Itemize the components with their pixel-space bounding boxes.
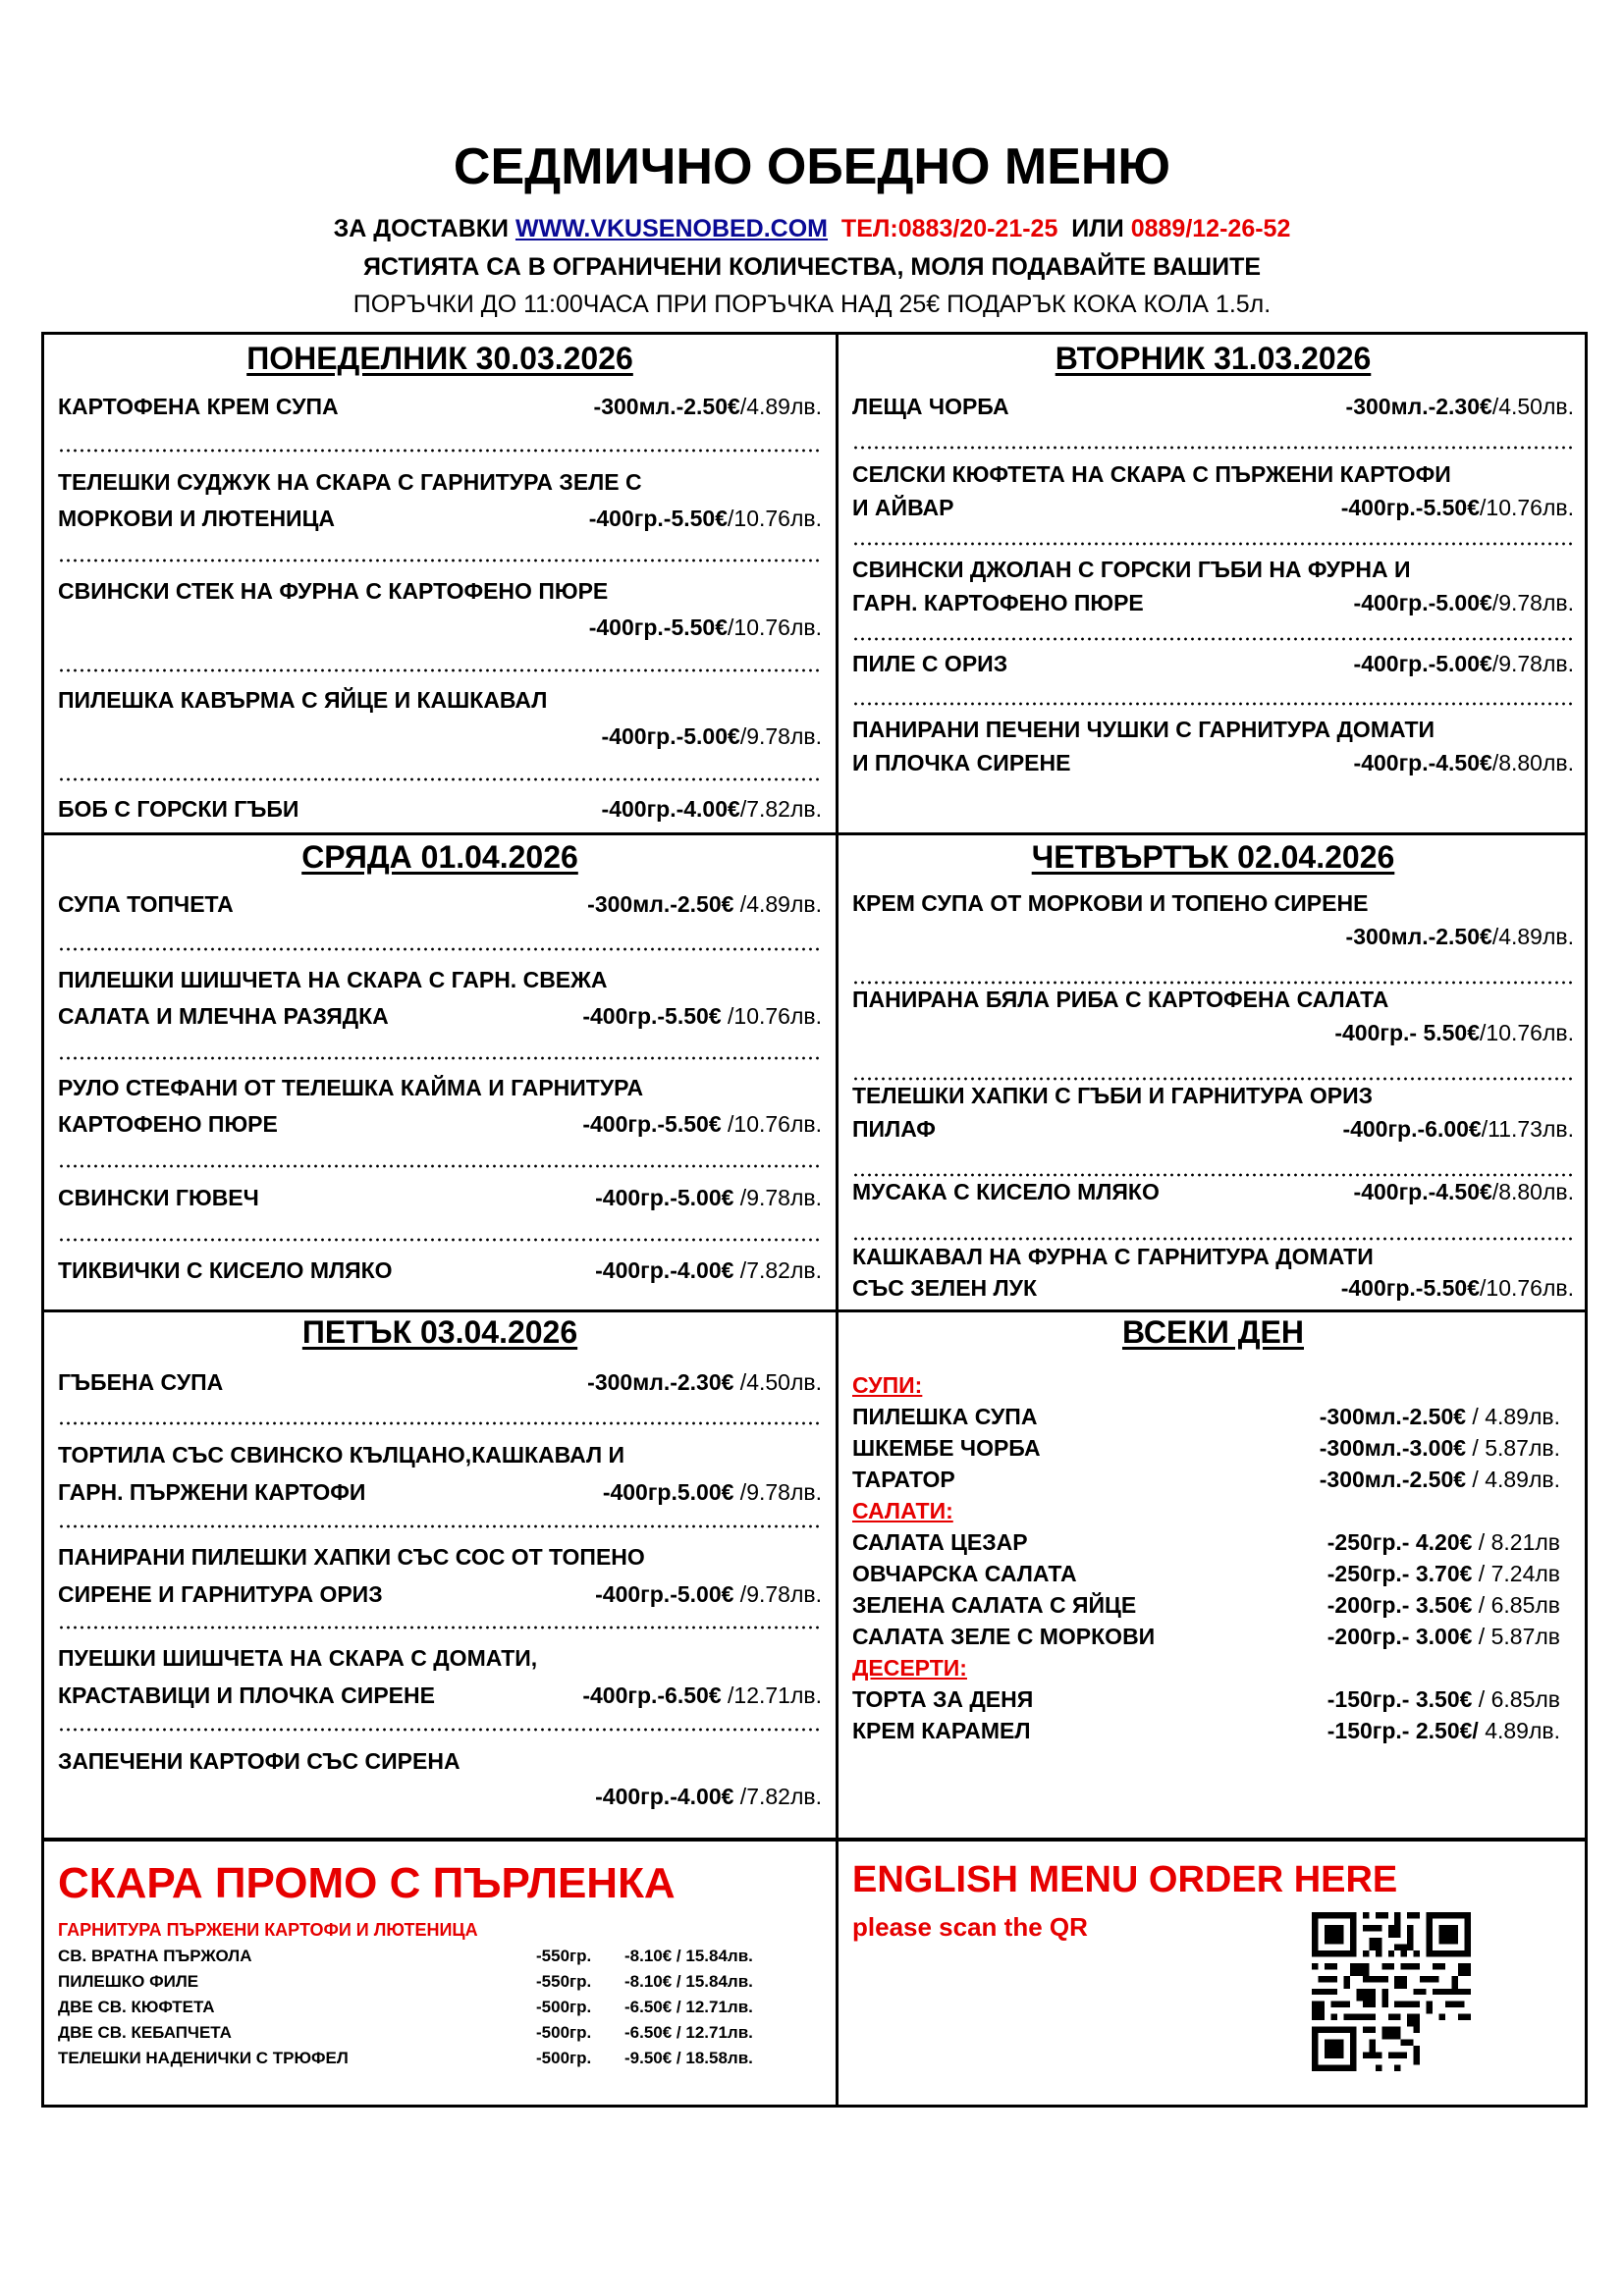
0-text: ЛЕЩА ЧОРБА bbox=[852, 394, 1009, 419]
menu-grid bbox=[41, 332, 1588, 2108]
name-text: ПИЛЕШКО ФИЛЕ bbox=[58, 1972, 199, 1991]
price bbox=[595, 1577, 822, 1611]
name-text: ТОРТА ЗА ДЕНЯ bbox=[852, 1686, 1034, 1712]
menu-item bbox=[852, 1558, 1560, 1589]
promo-title: СКАРА ПРОМО С ПЪРЛЕНКА bbox=[58, 1859, 676, 1907]
menu-item bbox=[852, 457, 1574, 524]
lev-text: /8.80лв. bbox=[1491, 1179, 1574, 1204]
day-title: СРЯДА 01.04.2026 bbox=[301, 839, 578, 875]
lev-text: / 5.87лв bbox=[1472, 1624, 1560, 1649]
lev-text: / 7.24лв bbox=[1472, 1561, 1560, 1586]
price bbox=[582, 1107, 822, 1141]
price-text: -400гр.-4.00€ bbox=[595, 1257, 734, 1283]
price-text: -400гр.-5.50€ bbox=[582, 1003, 722, 1029]
lev-text: /10.76лв. bbox=[1480, 495, 1574, 520]
menu-item bbox=[58, 963, 822, 1033]
menu-item bbox=[58, 1438, 822, 1509]
price bbox=[602, 720, 822, 753]
price-text: -150гр.- 3.50€ bbox=[1326, 1686, 1473, 1712]
dotted-separator bbox=[58, 559, 822, 562]
menu-item bbox=[58, 1641, 822, 1712]
english-subtitle: please scan the QR bbox=[852, 1912, 1088, 1942]
lev-text: / 6.85лв bbox=[1472, 1592, 1560, 1618]
price-text: -6.50€ / 12.71лв. bbox=[624, 2023, 753, 2042]
price-text: -400гр.-5.50€ bbox=[1340, 1275, 1481, 1301]
lev-text: / 6.85лв bbox=[1472, 1686, 1560, 1712]
menu-item bbox=[58, 792, 822, 826]
menu-item bbox=[852, 1683, 1560, 1715]
menu-item bbox=[58, 1540, 822, 1611]
price bbox=[582, 1679, 822, 1712]
name-text: ДВЕ СВ. КЮФТЕТА bbox=[58, 1998, 215, 2016]
0-text: ТОРТИЛА СЪС СВИНСКО КЪЛЦАНО,КАШКАВАЛ И bbox=[58, 1442, 625, 1468]
day-tuesday bbox=[839, 335, 1588, 832]
0-text: ПАНИРАНА БЯЛА РИБА С КАРТОФЕНА САЛАТА bbox=[852, 987, 1389, 1012]
0-text: ТИКВИЧКИ С КИСЕЛО МЛЯКО bbox=[58, 1257, 393, 1283]
price bbox=[1327, 1683, 1560, 1715]
1-text: КРАСТАВИЦИ И ПЛОЧКА СИРЕНЕ bbox=[58, 1682, 435, 1708]
0-text: БОБ С ГОРСКИ ГЪБИ bbox=[58, 796, 299, 822]
price-text: -400гр.-5.50€ bbox=[588, 506, 729, 531]
menu-item bbox=[852, 1079, 1574, 1146]
0-text: МУСАКА С КИСЕЛО МЛЯКО bbox=[852, 1179, 1160, 1204]
dotted-separator bbox=[852, 637, 1574, 641]
name-text: ЗЕЛЕНА САЛАТА С ЯЙЦЕ bbox=[852, 1592, 1137, 1618]
price-text: -300мл.-2.50€ bbox=[1319, 1404, 1467, 1429]
promo-item bbox=[58, 1969, 796, 1995]
day-title: ПОНЕДЕЛНИК 30.03.2026 bbox=[246, 341, 633, 376]
notice-line-1: ЯСТИЯТА СА В ОГРАНИЧЕНИ КОЛИЧЕСТВА, МОЛЯ ПОДАВАЙТЕ ВАШИТЕ bbox=[362, 253, 1262, 281]
lev-text: /10.76лв. bbox=[721, 1111, 822, 1137]
dotted-separator bbox=[58, 1238, 822, 1242]
price bbox=[1354, 746, 1574, 779]
price-text: -400гр.-5.50€ bbox=[588, 614, 729, 640]
name-text: ШКЕМБЕ ЧОРБА bbox=[852, 1435, 1041, 1461]
name-text: САЛАТА ЗЕЛЕ С МОРКОВИ bbox=[852, 1624, 1156, 1649]
dotted-separator bbox=[58, 1524, 822, 1528]
menu-item bbox=[58, 465, 822, 535]
lev-text: /4.89лв. bbox=[739, 394, 822, 419]
0-text: ТЕЛЕШКИ ХАПКИ С ГЪБИ И ГАРНИТУРА ОРИЗ bbox=[852, 1083, 1374, 1108]
1-text: И АЙВАР bbox=[852, 495, 954, 520]
menu-item bbox=[852, 1401, 1560, 1432]
lev-text: / 8.21лв bbox=[1472, 1529, 1560, 1555]
price bbox=[1320, 1401, 1560, 1432]
qr-code-icon[interactable] bbox=[1312, 1912, 1471, 2071]
lev-text: /11.73лв. bbox=[1481, 1116, 1574, 1142]
section-title: ВСЕКИ ДЕН bbox=[1121, 1314, 1304, 1350]
1-text: МОРКОВИ И ЛЮТЕНИЦА bbox=[58, 506, 335, 531]
0-text: СВИНСКИ СТЕК НА ФУРНА С КАРТОФЕНО ПЮРЕ bbox=[58, 578, 609, 604]
menu-item bbox=[58, 1181, 822, 1214]
1-text: САЛАТА И МЛЕЧНА РАЗЯДКА bbox=[58, 1003, 389, 1029]
delivery-label: ЗА ДОСТАВКИ bbox=[333, 215, 510, 242]
menu-item bbox=[852, 1621, 1560, 1652]
price-text: -400гр.-5.00€ bbox=[601, 723, 740, 749]
price-text: -400гр.-4.00€ bbox=[595, 1784, 734, 1809]
price bbox=[1354, 1175, 1574, 1208]
phone-1[interactable]: ТЕЛ:0883/20-21-25 bbox=[840, 215, 1058, 242]
price bbox=[594, 390, 822, 423]
menu-item bbox=[852, 390, 1574, 423]
promo-item bbox=[58, 2046, 796, 2071]
1-text: КАРТОФЕНО ПЮРЕ bbox=[58, 1111, 278, 1137]
0-text: ПИЛЕШКА КАВЪРМА С ЯЙЦЕ И КАШКАВАЛ bbox=[58, 687, 548, 713]
weight-text: -500гр. bbox=[536, 2023, 592, 2042]
name-text: СВ. ВРАТНА ПЪРЖОЛА bbox=[58, 1947, 252, 1965]
dotted-separator bbox=[58, 1626, 822, 1629]
price bbox=[1327, 1558, 1560, 1589]
0-text: РУЛО СТЕФАНИ ОТ ТЕЛЕШКА КАЙМА И ГАРНИТУРА bbox=[58, 1075, 644, 1100]
lev-text: /9.78лв. bbox=[733, 1479, 822, 1505]
0-text: КАРТОФЕНА КРЕМ СУПА bbox=[58, 394, 339, 419]
everyday-section bbox=[839, 1312, 1588, 1838]
name-text: КРЕМ КАРАМЕЛ bbox=[852, 1718, 1031, 1743]
grill-promo-section bbox=[44, 1842, 836, 2105]
category-label: САЛАТИ: bbox=[852, 1498, 953, 1523]
price bbox=[595, 1254, 822, 1287]
0-text: ПИЛЕ С ОРИЗ bbox=[852, 651, 1008, 676]
price-text: -400гр.-5.00€ bbox=[1353, 590, 1492, 615]
dotted-separator bbox=[58, 1056, 822, 1060]
dotted-separator bbox=[58, 1164, 822, 1168]
price-text: -400гр.-4.00€ bbox=[601, 796, 740, 822]
price-text: -400гр.-5.00€ bbox=[1353, 651, 1492, 676]
1-text: СИРЕНЕ И ГАРНИТУРА ОРИЗ bbox=[58, 1581, 383, 1607]
price bbox=[587, 1365, 822, 1399]
1-text: СЪС ЗЕЛЕН ЛУК bbox=[852, 1275, 1038, 1301]
lev-text: /7.82лв. bbox=[733, 1257, 822, 1283]
price-text: -250гр.- 4.20€ bbox=[1326, 1529, 1473, 1555]
0-text: СВИНСКИ ГЮВЕЧ bbox=[58, 1185, 259, 1210]
price bbox=[595, 1780, 822, 1813]
menu-item bbox=[58, 1254, 822, 1287]
lev-text: /4.89лв. bbox=[733, 891, 822, 917]
menu-item bbox=[852, 1240, 1574, 1305]
lev-text: /10.76лв. bbox=[1480, 1020, 1574, 1045]
english-menu-section bbox=[839, 1842, 1588, 2105]
name-text: ТАРАТОР bbox=[852, 1467, 955, 1492]
dotted-separator bbox=[852, 446, 1574, 450]
price bbox=[582, 999, 822, 1033]
notice-line-2: ПОРЪЧКИ ДО 11:00ЧАСА ПРИ ПОРЪЧКА НАД 25€ ПОДАРЪК КОКА КОЛА 1.5л. bbox=[352, 291, 1272, 318]
lev-text: / 4.89лв. bbox=[1466, 1467, 1560, 1492]
price-text: -8.10€ / 15.84лв. bbox=[624, 1947, 753, 1965]
price bbox=[1320, 1432, 1560, 1464]
price bbox=[1354, 647, 1574, 680]
0-text: СЕЛСКИ КЮФТЕТА НА СКАРА С ПЪРЖЕНИ КАРТОФИ bbox=[852, 461, 1451, 487]
menu-item bbox=[852, 553, 1574, 619]
lev-text: /4.50лв. bbox=[1491, 394, 1574, 419]
price-text: -300мл.-2.30€ bbox=[1345, 394, 1492, 419]
0-text: ПАНИРАНИ ПЕЧЕНИ ЧУШКИ С ГАРНИТУРА ДОМАТИ bbox=[852, 717, 1435, 742]
1-text: ГАРН. КАРТОФЕНО ПЮРЕ bbox=[852, 590, 1144, 615]
weight-text: -500гр. bbox=[536, 2049, 592, 2067]
lev-text: /12.71лв. bbox=[721, 1682, 822, 1708]
price bbox=[603, 1475, 822, 1509]
0-text: КАШКАВАЛ НА ФУРНА С ГАРНИТУРА ДОМАТИ bbox=[852, 1244, 1374, 1269]
menu-item bbox=[58, 1071, 822, 1141]
price bbox=[1346, 390, 1574, 423]
menu-item bbox=[58, 683, 822, 753]
price bbox=[1342, 1112, 1574, 1146]
price bbox=[589, 502, 822, 535]
1-text: ГАРН. ПЪРЖЕНИ КАРТОФИ bbox=[58, 1479, 366, 1505]
menu-item bbox=[852, 1526, 1560, 1558]
lev-text: /4.50лв. bbox=[733, 1369, 822, 1395]
phone-2[interactable]: 0889/12-26-52 bbox=[1130, 215, 1291, 242]
menu-item bbox=[58, 887, 822, 921]
or-label: ИЛИ bbox=[1071, 215, 1124, 242]
promo-subtitle: ГАРНИТУРА ПЪРЖЕНИ КАРТОФИ И ЛЮТЕНИЦА bbox=[58, 1920, 478, 1940]
name-text: ТЕЛЕШКИ НАДЕНИЧКИ С ТРЮФЕЛ bbox=[58, 2049, 349, 2067]
lev-text: /9.78лв. bbox=[1491, 651, 1574, 676]
menu-item bbox=[852, 983, 1574, 1049]
0-text: ТЕЛЕШКИ СУДЖУК НА СКАРА С ГАРНИТУРА ЗЕЛЕ С bbox=[58, 469, 642, 495]
0-text: СУПА ТОПЧЕТА bbox=[58, 891, 234, 917]
dotted-separator bbox=[58, 1728, 822, 1732]
weight-text: -500гр. bbox=[536, 1998, 592, 2016]
price-text: -8.10€ / 15.84лв. bbox=[624, 1972, 753, 1991]
0-text: ПАНИРАНИ ПИЛЕШКИ ХАПКИ СЪС СОС ОТ ТОПЕНО bbox=[58, 1544, 645, 1570]
0-text: ГЪБЕНА СУПА bbox=[58, 1369, 224, 1395]
price bbox=[1327, 1526, 1560, 1558]
price bbox=[1354, 586, 1574, 619]
price bbox=[1327, 1589, 1560, 1621]
price-text: -9.50€ / 18.58лв. bbox=[624, 2049, 753, 2067]
day-wednesday bbox=[44, 835, 836, 1309]
menu-item bbox=[58, 1744, 822, 1813]
price-text: -400гр.-5.50€ bbox=[1340, 495, 1481, 520]
price bbox=[1341, 491, 1574, 524]
lev-text: /10.76лв. bbox=[721, 1003, 822, 1029]
price bbox=[1341, 1271, 1574, 1305]
menu-item bbox=[852, 1464, 1560, 1495]
price-text: -200гр.- 3.50€ bbox=[1326, 1592, 1473, 1618]
price-text: -6.50€ / 12.71лв. bbox=[624, 1998, 753, 2016]
menu-item bbox=[58, 1365, 822, 1399]
day-title: ВТОРНИК 31.03.2026 bbox=[1055, 341, 1372, 376]
page-title: СЕДМИЧНО ОБЕДНО МЕНЮ bbox=[453, 138, 1171, 195]
dotted-separator bbox=[852, 542, 1574, 546]
dotted-separator bbox=[58, 668, 822, 672]
dotted-separator bbox=[58, 777, 822, 781]
0-text: КРЕМ СУПА ОТ МОРКОВИ И ТОПЕНО СИРЕНЕ bbox=[852, 890, 1369, 916]
contact-line bbox=[0, 215, 1624, 243]
price-text: -400гр.5.00€ bbox=[602, 1479, 734, 1505]
menu-item bbox=[852, 1715, 1560, 1746]
0-text: СВИНСКИ ДЖОЛАН С ГОРСКИ ГЪБИ НА ФУРНА И bbox=[852, 557, 1411, 582]
price-text: -300мл.-2.50€ bbox=[1345, 924, 1492, 949]
price-text: -300мл.-2.50€ bbox=[1319, 1467, 1467, 1492]
price bbox=[587, 887, 822, 921]
price-text: -250гр.- 3.70€ bbox=[1326, 1561, 1473, 1586]
lev-text: /9.78лв. bbox=[733, 1581, 822, 1607]
menu-item bbox=[852, 1432, 1560, 1464]
lev-text: /7.82лв. bbox=[739, 796, 822, 822]
lev-text: / 4.89лв. bbox=[1466, 1404, 1560, 1429]
price-text: -400гр.-6.00€ bbox=[1342, 1116, 1482, 1142]
1-text: И ПЛОЧКА СИРЕНЕ bbox=[852, 750, 1071, 775]
name-text: ПИЛЕШКА СУПА bbox=[852, 1404, 1038, 1429]
dotted-separator bbox=[58, 947, 822, 951]
website-link[interactable]: WWW.VKUSENOBED.COM bbox=[514, 215, 829, 242]
price bbox=[1327, 1715, 1560, 1746]
price-text: -400гр.-4.50€ bbox=[1353, 750, 1492, 775]
name-text: ОВЧАРСКА САЛАТА bbox=[852, 1561, 1077, 1586]
weight-text: -550гр. bbox=[536, 1947, 592, 1965]
day-thursday bbox=[839, 835, 1588, 1309]
price-text: -200гр.- 3.00€ bbox=[1326, 1624, 1473, 1649]
menu-item bbox=[58, 390, 822, 423]
price bbox=[1334, 1016, 1574, 1049]
menu-item bbox=[58, 574, 822, 644]
promo-item bbox=[58, 1944, 796, 1969]
price-text: -400гр.-5.50€ bbox=[582, 1111, 722, 1137]
0-text: ЗАПЕЧЕНИ КАРТОФИ СЪС СИРЕНА bbox=[58, 1748, 460, 1774]
everyday-list bbox=[852, 1369, 1560, 1746]
price-text: -400гр.- 5.50€ bbox=[1334, 1020, 1481, 1045]
lev-text: 4.89лв. bbox=[1478, 1718, 1560, 1743]
promo-item bbox=[58, 2020, 796, 2046]
price bbox=[589, 611, 822, 644]
lev-text: /9.78лв. bbox=[733, 1185, 822, 1210]
lev-text: /7.82лв. bbox=[733, 1784, 822, 1809]
day-friday bbox=[44, 1312, 836, 1838]
0-text: ПУЕШКИ ШИШЧЕТА НА СКАРА С ДОМАТИ, bbox=[58, 1645, 538, 1671]
lev-text: /8.80лв. bbox=[1491, 750, 1574, 775]
price bbox=[1320, 1464, 1560, 1495]
lev-text: /9.78лв. bbox=[739, 723, 822, 749]
category-label: ДЕСЕРТИ: bbox=[852, 1655, 967, 1681]
dotted-separator bbox=[58, 1421, 822, 1425]
menu-item bbox=[852, 1175, 1574, 1208]
english-title: ENGLISH MENU ORDER HERE bbox=[852, 1859, 1398, 1900]
price-text: -400гр.-5.00€ bbox=[595, 1185, 734, 1210]
lev-text: /10.76лв. bbox=[728, 506, 822, 531]
1-text: ПИЛАФ bbox=[852, 1116, 936, 1142]
price-text: -300мл.-2.50€ bbox=[587, 891, 734, 917]
price bbox=[1327, 1621, 1560, 1652]
dotted-separator bbox=[58, 449, 822, 453]
lev-text: /4.89лв. bbox=[1491, 924, 1574, 949]
promo-list bbox=[58, 1944, 796, 2071]
lev-text: /9.78лв. bbox=[1491, 590, 1574, 615]
lev-text: /10.76лв. bbox=[1480, 1275, 1574, 1301]
menu-item bbox=[852, 1589, 1560, 1621]
lev-text: /10.76лв. bbox=[728, 614, 822, 640]
promo-item bbox=[58, 1995, 796, 2020]
day-monday bbox=[44, 335, 836, 832]
category-label: СУПИ: bbox=[852, 1372, 923, 1398]
price-text: -300мл.-2.30€ bbox=[587, 1369, 734, 1395]
weight-text: -550гр. bbox=[536, 1972, 592, 1991]
price-text: -400гр.-4.50€ bbox=[1353, 1179, 1492, 1204]
name-text: ДВЕ СВ. КЕБАПЧЕТА bbox=[58, 2023, 232, 2042]
menu-item bbox=[852, 647, 1574, 680]
0-text: ПИЛЕШКИ ШИШЧЕТА НА СКАРА С ГАРН. СВЕЖА bbox=[58, 967, 608, 992]
price-text: -300мл.-2.50€ bbox=[593, 394, 740, 419]
price-text: -150гр.- 2.50€/ bbox=[1326, 1718, 1479, 1743]
dotted-separator bbox=[852, 702, 1574, 706]
day-title: ЧЕТВЪРТЪК 02.04.2026 bbox=[1031, 839, 1395, 875]
price-text: -400гр.-6.50€ bbox=[582, 1682, 722, 1708]
day-title: ПЕТЪК 03.04.2026 bbox=[301, 1314, 578, 1350]
menu-item bbox=[852, 713, 1574, 779]
menu-item bbox=[852, 886, 1574, 953]
price-text: -300мл.-3.00€ bbox=[1319, 1435, 1467, 1461]
price bbox=[1346, 920, 1574, 953]
lev-text: / 5.87лв. bbox=[1466, 1435, 1560, 1461]
name-text: САЛАТА ЦЕЗАР bbox=[852, 1529, 1028, 1555]
price-text: -400гр.-5.00€ bbox=[595, 1581, 734, 1607]
price bbox=[595, 1181, 822, 1214]
price bbox=[602, 792, 822, 826]
